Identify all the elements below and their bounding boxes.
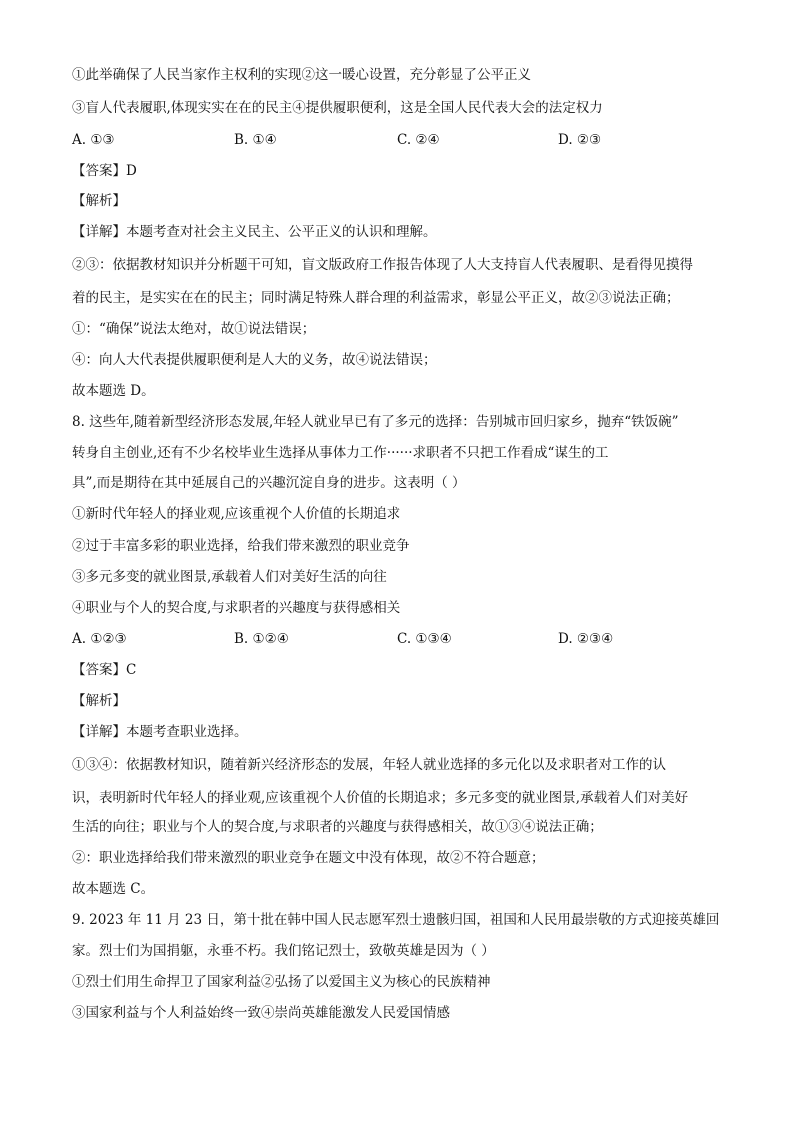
q7-option-c: C. ②④ [397,132,440,148]
q8-conclusion: 故本题选 C。 [72,881,155,897]
q8-detail: 【详解】本题考查职业选择。 [72,724,248,740]
q9-stem-line-1: 9. 2023 年 11 月 23 日，第十批在韩中国人民志愿军烈士遗骸归国，祖国和人民用最崇敬的方式迎接英雄回 [72,912,720,928]
q8-choice-3: ③多元多变的就业图景,承载着人们对美好生活的向往 [72,569,387,585]
q7-explanation-1-line-2: 着的民主，是实实在在的民主；同时满足特殊人群合理的利益需求，彰显公平正义，故②③说法正确； [72,290,680,306]
q8-stem-line-1: 8. 这些年,随着新型经济形态发展,年轻人就业早已有了多元的选择：告别城市回归家乡，抛弃“铁饭碗” [72,414,679,430]
q8-answer: 【答案】C [72,662,137,678]
q8-stem-line-2: 转身自主创业,还有不少名校毕业生选择从事体力工作······求职者不只把工作看成“谋生的工 [72,445,609,461]
q8-stem-line-3: 具”,而是期待在其中延展自己的兴趣沉淀自身的进步。这表明（ ） [72,475,466,491]
q8-explanation-1-line-3: 生活的向往；职业与个人的契合度,与求职者的兴趣度与获得感相关，故①③④说法正确； [72,819,603,835]
q8-explanation-1-line-2: 识，表明新时代年轻人的择业观,应该重视个人价值的长期追求；多元多变的就业图景,承载着人们对美好 [72,790,689,806]
q8-option-b: B. ①②④ [234,631,289,647]
q7-detail: 【详解】本题考查对社会主义民主、公平正义的认识和理解。 [72,224,437,240]
q8-option-d: D. ②③④ [558,631,614,647]
q8-choice-1: ①新时代年轻人的择业观,应该重视个人价值的长期追求 [72,506,401,522]
q8-choice-2: ②过于丰富多彩的职业选择，给我们带来激烈的职业竞争 [72,538,410,554]
q7-answer: 【答案】D [72,163,137,179]
q7-explanation-2: ①：“确保”说法太绝对，故①说法错误； [72,321,316,337]
q7-option-a: A. ①③ [72,132,115,148]
q7-option-d: D. ②③ [558,132,602,148]
q7-choices-line-2: ③盲人代表履职,体现实实在在的民主④提供履职便利，这是全国人民代表大会的法定权力 [72,100,603,116]
q9-choices-line-1: ①烈士们用生命捍卫了国家利益②弘扬了以爱国主义为核心的民族精神 [72,974,491,990]
q7-explanation-3: ④：向人大代表提供履职便利是人大的义务，故④说法错误； [72,352,437,368]
q8-option-a: A. ①②③ [72,631,127,647]
q7-choices-line-1: ①此举确保了人民当家作主权利的实现②这一暖心设置，充分彰显了公平正义 [72,67,531,83]
q7-explanation-1-line-1: ②③：依据教材知识并分析题干可知，盲文版政府工作报告体现了人大支持盲人代表履职、是看得见摸得 [72,257,693,273]
q7-conclusion: 故本题选 D。 [72,383,155,399]
q8-option-c: C. ①③④ [397,631,452,647]
q9-stem-line-2: 家。烈士们为国捐躯，永垂不朽。我们铭记烈士，致敬英雄是因为（ ） [72,943,495,959]
q7-option-b: B. ①④ [234,132,277,148]
q8-choice-4: ④职业与个人的契合度,与求职者的兴趣度与获得感相关 [72,600,401,616]
q8-explanation-2: ②：职业选择给我们带来激烈的职业竞争在题文中没有体现，故②不符合题意； [72,850,545,866]
q7-options [72,131,732,149]
q8-options [72,630,732,648]
q7-analysis-label: 【解析】 [72,193,126,209]
q8-explanation-1-line-1: ①③④：依据教材知识，随着新兴经济形态的发展，年轻人就业选择的多元化以及求职者对工作的认 [72,757,666,773]
q8-analysis-label: 【解析】 [72,693,126,709]
q9-choices-line-2: ③国家利益与个人利益始终一致④崇尚英雄能激发人民爱国情感 [72,1005,450,1021]
